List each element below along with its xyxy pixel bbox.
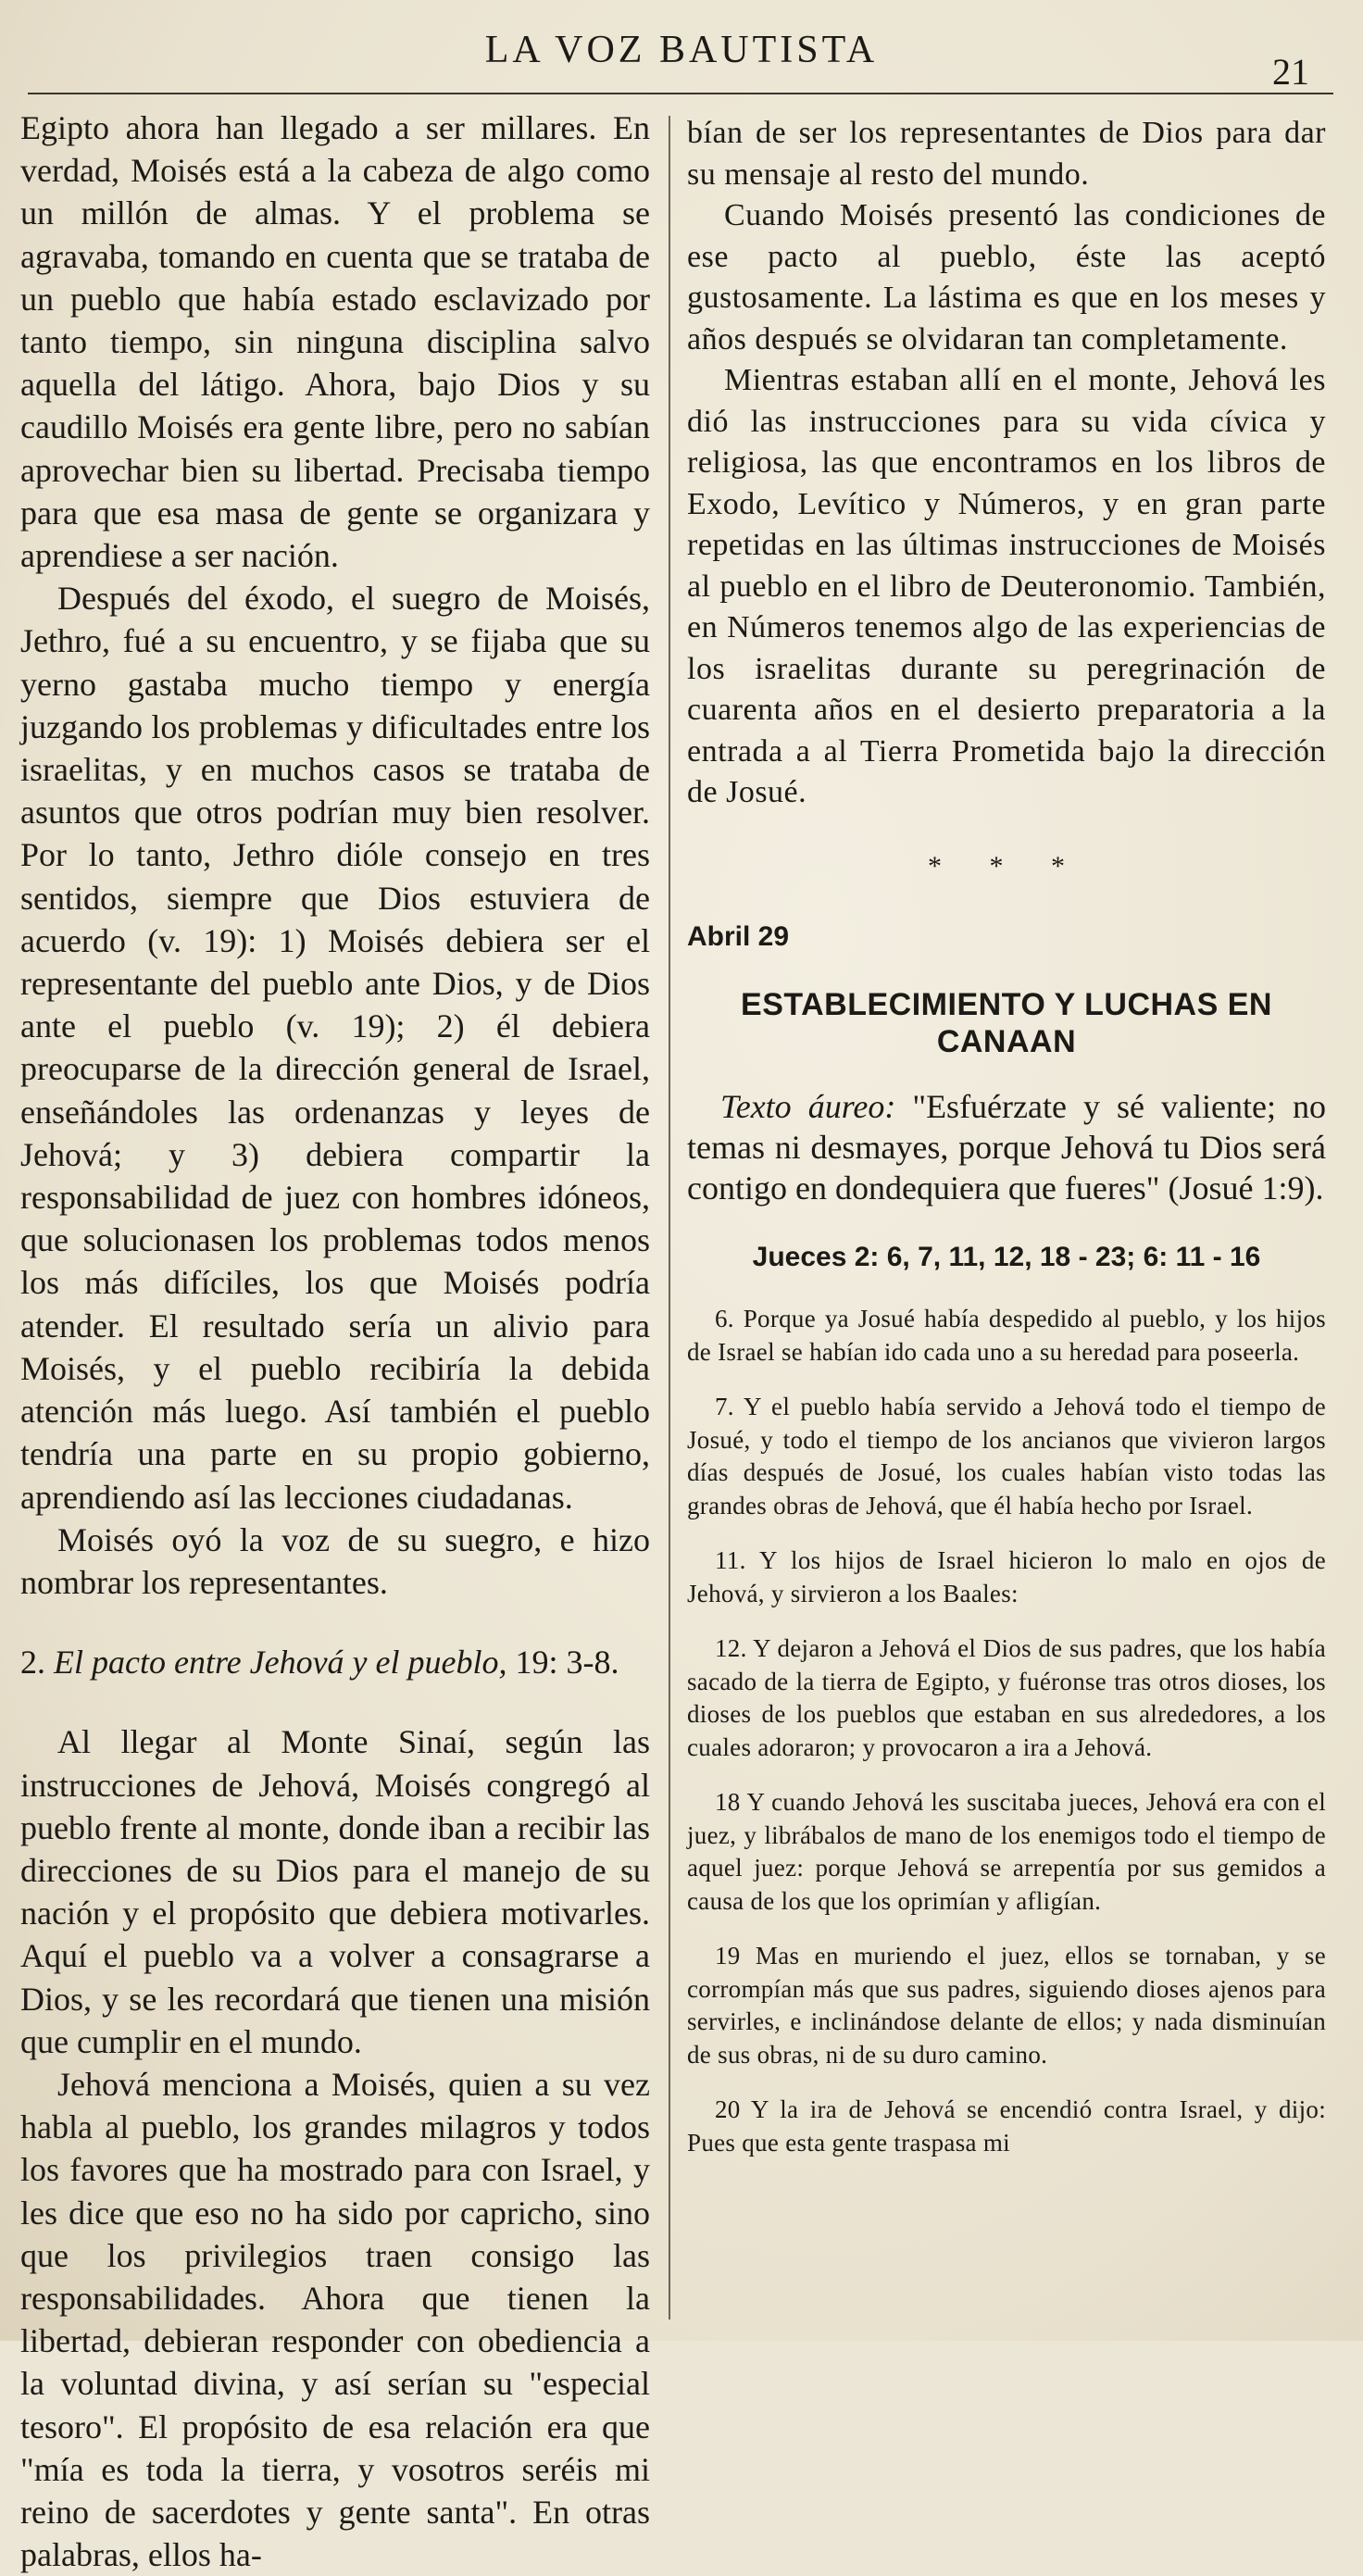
paragraph: Al llegar al Monte Sinaí, según las instrucciones de Jehová, Moisés congregó al pueblo frente al monte, donde iban a recibir las direcciones de su Dios para el manejo de su nación y el propósito que debiera motivarles. Aquí el pueblo va a volver a consagrarse a Dios, y se les recordará que tienen una misión que cumplir en el mundo.: [20, 1723, 650, 2060]
section-number: 2.: [20, 1644, 45, 1682]
column-divider: [669, 116, 670, 2320]
paragraph: Cuando Moisés presentó las condiciones de ese pacto al pueblo, éste las aceptó gustosamente. La lástima es que en los meses y años después se olvidaran tan completamente.: [687, 198, 1326, 356]
paragraph: Mientras estaban allí en el monte, Jehová les dió las instrucciones para su vida cívica y religiosa, las que encontramos en los libros de Exodo, Levítico y Números, y en gran parte repetidas en las últimas instrucciones de Moisés al pueblo en el libro de Deuteronomio. También, en Números tenemos algo de las experiencias de los israelitas durante su peregrinación de cuarenta años en el desierto preparatoria a la entrada a al Tierra Prometida bajo la dirección de Josué.: [687, 363, 1326, 809]
verse: 6. Porque ya Josué había despedido al pueblo, y los hijos de Israel se habían ido cada uno a su heredad para poseerla.: [687, 1305, 1326, 1366]
golden-text-label: Texto áureo:: [720, 1087, 896, 1125]
paragraph: Egipto ahora han llegado a ser millares. En verdad, Moisés está a la cabeza de algo como un millón de almas. Y el problema se agravaba, tomando en cuenta que se trataba de un pueblo que había estado esclavizado por tanto tiempo, sin ninguna disciplina salvo aquella del látigo. Ahora, bajo Dios y su caudillo Moisés era gente libre, pero no sabían aprovechar bien su libertad. Precisaba tiempo para que esa masa de gente se organizara y aprendiese a ser nación.: [20, 109, 650, 575]
right-column: [687, 113, 1326, 2182]
section-separator: * * *: [928, 850, 1085, 882]
header-rule: [28, 93, 1333, 94]
page-number: 21: [1272, 51, 1309, 93]
verse: 11. Y los hijos de Israel hicieron lo malo en ojos de Jehová, y sirvieron a los Baales:: [687, 1546, 1326, 1607]
right-body: [687, 113, 1326, 814]
verse: 12. Y dejaron a Jehová el Dios de sus padres, que los había sacado de la tierra de Egipto, y fuéronse tras otros dioses, los dioses de los pueblos que estaban en sus alrededores, a los cuales adoraron; y provocaron a ira a Jehová.: [687, 1634, 1326, 1761]
lesson-date: Abril 29: [687, 920, 790, 952]
golden-text-body: "Esfuérzate y sé valiente; no temas ni desmayes, porque Jehová tu Dios será contigo en dondequiera que fueres" (Josué 1:9).: [687, 1087, 1326, 1207]
paragraph: Jehová menciona a Moisés, quien a su vez habla al pueblo, los grandes milagros y todos los favores que ha mostrado para con Israel, y les dice que eso no ha sido por capricho, sino que los privilegios traen consigo las responsabilidades. Ahora que tienen la libertad, debieran responder con obediencia a la voluntad divina, y así serían su "especial tesoro". El propósito de esa relación era que "mía es toda la tierra, y vosotros seréis mi reino de sacerdotes y gente santa". En otras palabras, ellos ha-: [20, 2065, 650, 2574]
paragraph: bían de ser los representantes de Dios para dar su mensaje al resto del mundo.: [687, 116, 1326, 192]
paragraph: Después del éxodo, el suegro de Moisés, Jethro, fué a su encuentro, y se fijaba que su yerno gastaba mucho tiempo y energía juzgando los problemas y dificultades entre los israelitas, y en muchos casos se trataba de asuntos que otros podrían muy bien resolver. Por lo tanto, Jethro dióle consejo en tres sentidos, siempre que Dios estuviera de acuerdo (v. 19): 1) Moisés debiera ser el representante del pueblo ante Dios, y de Dios ante el pueblo (v. 19); 2) él debiera preocuparse de la dirección general de Israel, enseñándoles las ordenanzas y leyes de Jehová; y 3) debiera compartir la responsabilidad de juez con hombres idóneos, que solucionasen los problemas todos menos los más difíciles, los que Moisés podría atender. El resultado sería un alivio para Moisés, y el pueblo recibiría la debida atención más luego. Así también el pueblo tendría una parte en su propio gobierno, aprendiendo así las lecciones ciudadanas.: [20, 580, 650, 1516]
paragraph: Moisés oyó la voz de su suegro, e hizo nombrar los representantes.: [20, 1520, 650, 1601]
running-header: LA VOZ BAUTISTA: [484, 29, 879, 71]
section-reference: 19: 3-8.: [515, 1644, 619, 1682]
golden-text: [687, 1086, 1326, 1208]
section-title: El pacto entre Jehová y el pueblo,: [54, 1644, 507, 1682]
verse: 19 Mas en muriendo el juez, ellos se tornaban, y se corrompían más que sus padres, siguiendo dioses ajenos para servirles, e inclinándose delante de ellos; y nada disminuían de sus obras, ni de su duro camino.: [687, 1942, 1326, 2069]
lesson-title: ESTABLECIMIENTO Y LUCHAS EN CANAAN: [741, 986, 1272, 1059]
left-column: [20, 106, 650, 2576]
verse: 20 Y la ira de Jehová se encendió contra Israel, y dijo: Pues que esta gente traspasa mi: [687, 2095, 1326, 2157]
verse: 18 Y cuando Jehová les suscitaba jueces, Jehová era con el juez, y librábalos de mano de los enemigos todo el tiempo de aquel juez: porque Jehová se arrepentía por sus gemidos a causa de los que los oprimían y afligían.: [687, 1788, 1326, 1915]
section-heading: [20, 1641, 650, 1683]
verse: 7. Y el pueblo había servido a Jehová todo el tiempo de Josué, y todo el tiempo de los ancianos que vivieron largos días después de Josué, los cuales habían visto todas las grandes obras de Jehová, que él había hecho por Israel.: [687, 1393, 1326, 1519]
scripture-passage: Jueces 2: 6, 7, 11, 12, 18 - 23; 6: 11 - 16: [752, 1241, 1261, 1272]
